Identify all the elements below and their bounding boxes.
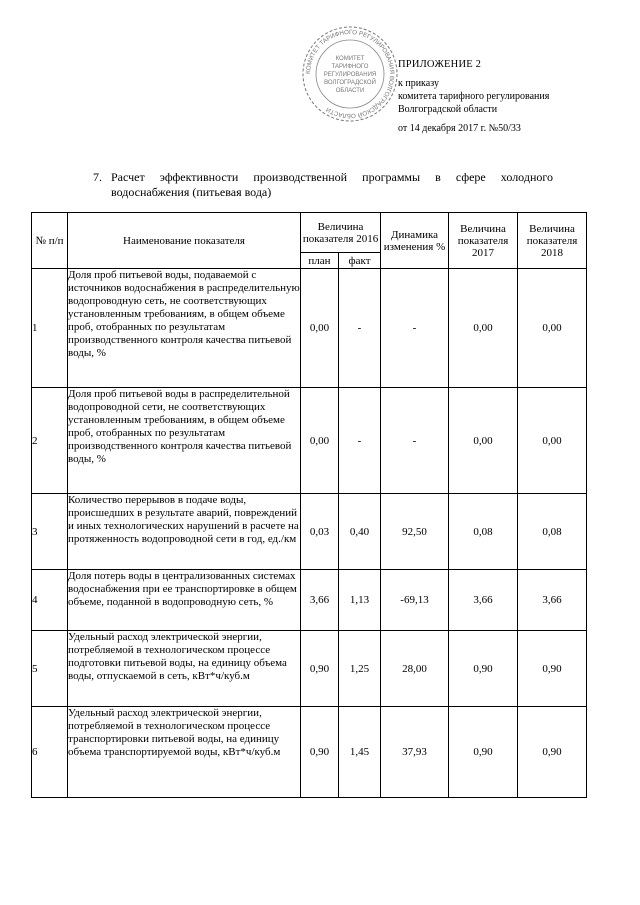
appendix-header	[398, 58, 549, 135]
dynamics: -	[381, 388, 449, 494]
fact-2016: 0,40	[339, 494, 381, 570]
table-row	[32, 388, 587, 494]
seal-center-line: ВОЛГОГРАДСКОЙ	[324, 80, 376, 86]
value-2018: 3,66	[518, 570, 587, 631]
indicator-name: Удельный расход электрической энергии, потребляемой в технологическом процессе транспортировки питьевой воды, на единицу объема транспортируемой воды, кВт*ч/куб.м	[68, 707, 301, 798]
row-number: 1	[32, 269, 68, 388]
indicator-name: Доля проб питьевой воды в распределительной водопроводной сети, не соответствующих установленным требованиям, в общем объеме проб, отобранных по результатам производственного контроля качества питьевой воды, %	[68, 388, 301, 494]
value-2017: 3,66	[449, 570, 518, 631]
row-number: 4	[32, 570, 68, 631]
indicator-name: Количество перерывов в подаче воды, происшедших в результате аварий, повреждений и иных технологических нарушений в расчете на протяженность водопроводной сети в год, ед./км	[68, 494, 301, 570]
dynamics: 92,50	[381, 494, 449, 570]
indicator-name: Удельный расход электрической энергии, потребляемой в технологическом процессе подготовки питьевой воды, на единицу объема воды, отпускаемой в сеть, кВт*ч/куб.м	[68, 631, 301, 707]
table-row	[32, 707, 587, 798]
value-2017: 0,00	[449, 269, 518, 388]
order-ref-line: комитета тарифного регулирования	[398, 91, 550, 102]
value-2017: 0,90	[449, 707, 518, 798]
indicator-name: Доля потерь воды в централизованных системах водоснабжения при ее транспортировке в общем объеме, поданной в водопроводную сеть, %	[68, 570, 301, 631]
value-2017: 0,08	[449, 494, 518, 570]
fact-2016: 1,13	[339, 570, 381, 631]
value-2018: 0,90	[518, 631, 587, 707]
seal-center-line: РЕГУЛИРОВАНИЯ	[323, 72, 377, 78]
table-row	[32, 269, 587, 388]
plan-2016: 0,03	[301, 494, 339, 570]
seal-center-line: КОМИТЕТ	[335, 56, 365, 62]
seal-center-line: ТАРИФНОГО	[331, 64, 369, 70]
plan-2016: 0,90	[301, 707, 339, 798]
seal-center-line: ОБЛАСТИ	[335, 88, 365, 94]
row-number: 3	[32, 494, 68, 570]
order-date: от 14 декабря 2017 г. №50/33	[398, 123, 521, 134]
plan-2016: 0,00	[301, 388, 339, 494]
header-dynamics: Динамика изменения %	[381, 213, 449, 269]
plan-2016: 0,90	[301, 631, 339, 707]
header-fact: факт	[339, 253, 381, 269]
plan-2016: 0,00	[301, 269, 339, 388]
header-name: Наименование показателя	[68, 213, 301, 269]
section-number: 7.	[93, 170, 102, 184]
table-row	[32, 631, 587, 707]
order-ref-line: к приказу	[398, 78, 439, 89]
header-num: № п/п	[32, 213, 68, 269]
row-number: 5	[32, 631, 68, 707]
plan-2016: 3,66	[301, 570, 339, 631]
value-2018: 0,08	[518, 494, 587, 570]
header-plan: план	[301, 253, 339, 269]
order-ref-line: Волгоградской области	[398, 104, 498, 115]
fact-2016: 1,45	[339, 707, 381, 798]
header-2017: Величина показателя 2017	[449, 213, 518, 269]
value-2018: 0,00	[518, 388, 587, 494]
dynamics: -	[381, 269, 449, 388]
value-2017: 0,90	[449, 631, 518, 707]
seal-ring-text: КОМИТЕТ ТАРИФНОГО РЕГУЛИРОВАНИЯ ВОЛГОГРАДСКОЙ ОБЛАСТИ	[304, 28, 396, 120]
fact-2016: 1,25	[339, 631, 381, 707]
section-title-text: Расчет эффективности производственной программы в сфере холодного водоснабжения (питьевая вода)	[111, 170, 553, 199]
indicator-name: Доля проб питьевой воды, подаваемой с источников водоснабжения в распределительную водопроводную сеть, не соответствующих установленным требованиям, в общем объеме проб, отобранных по результатам производственного контроля качества питьевой воды, %	[68, 269, 301, 388]
row-number: 2	[32, 388, 68, 494]
dynamics: 28,00	[381, 631, 449, 707]
official-seal-stamp	[300, 24, 400, 124]
row-number: 6	[32, 707, 68, 798]
efficiency-table	[31, 212, 587, 798]
section-heading	[93, 170, 553, 200]
table-row	[32, 570, 587, 631]
fact-2016: -	[339, 269, 381, 388]
fact-2016: -	[339, 388, 381, 494]
appendix-title: ПРИЛОЖЕНИЕ 2	[398, 59, 482, 70]
dynamics: -69,13	[381, 570, 449, 631]
header-2016: Величина показателя 2016	[301, 213, 381, 253]
value-2018: 0,90	[518, 707, 587, 798]
value-2018: 0,00	[518, 269, 587, 388]
table-row	[32, 494, 587, 570]
header-2018: Величина показателя 2018	[518, 213, 587, 269]
value-2017: 0,00	[449, 388, 518, 494]
dynamics: 37,93	[381, 707, 449, 798]
